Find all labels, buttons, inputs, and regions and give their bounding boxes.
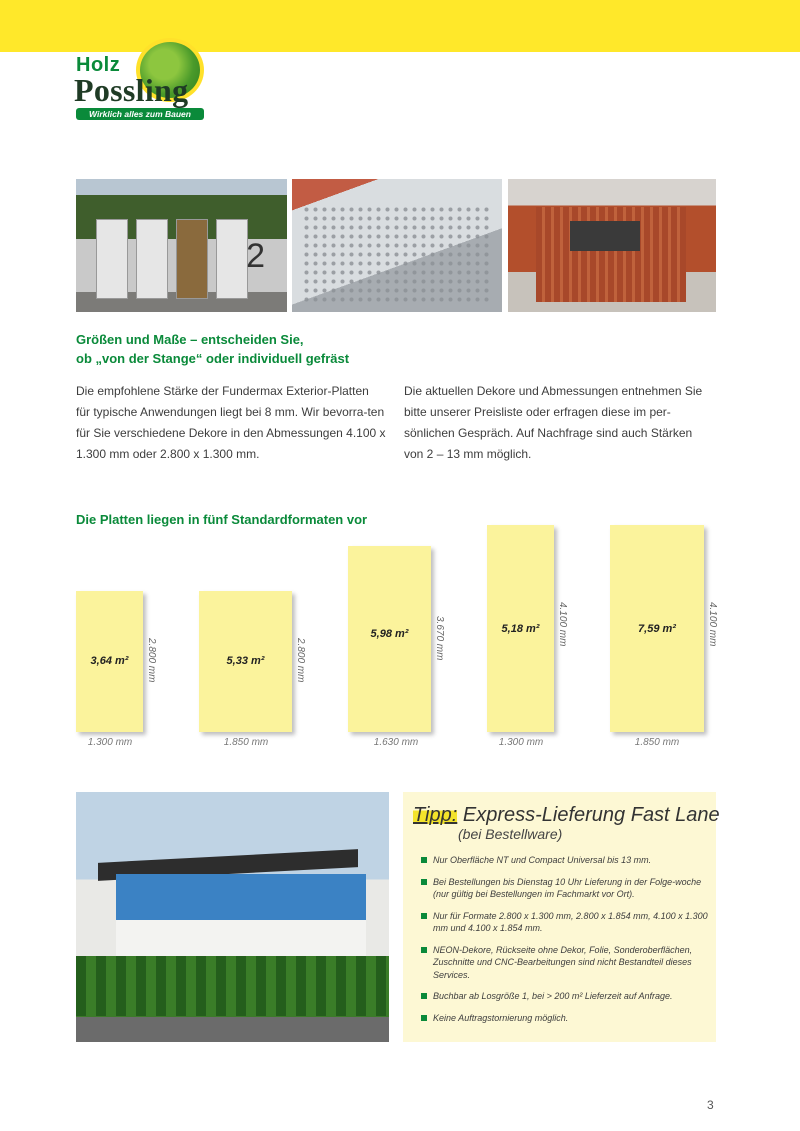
format-panel — [610, 525, 704, 732]
tip-title — [413, 804, 720, 827]
heading-line: Größen und Maße – entscheiden Sie, — [76, 332, 304, 347]
list-item-text: Nur Oberfläche NT und Compact Universal bis 13 mm. — [433, 855, 652, 865]
logo-brand-top: Holz — [76, 54, 121, 76]
photo-house — [76, 792, 389, 1042]
bullet-icon — [421, 913, 427, 919]
bullet-icon — [421, 857, 427, 863]
photo-bin-enclosure — [76, 179, 287, 312]
logo-brand-main: Possling — [74, 72, 189, 108]
format-height: 4.100 mm — [557, 602, 568, 647]
photo-panel — [96, 219, 128, 299]
format-height: 4.100 mm — [707, 602, 718, 647]
format-width: 1.300 mm — [87, 737, 133, 748]
tip-subtitle: (bei Bestellware) — [458, 826, 563, 842]
list-item — [421, 990, 711, 1003]
list-item — [421, 944, 711, 982]
format-panel — [487, 525, 554, 732]
list-item — [421, 854, 711, 867]
tip-list — [421, 854, 711, 1033]
format-width: 1.850 mm — [634, 737, 680, 748]
page-number: 3 — [707, 1098, 714, 1112]
photo-house-upper-floor — [116, 874, 366, 920]
list-item — [421, 1012, 711, 1025]
format-height: 3.670 mm — [434, 616, 445, 661]
photo-panel — [176, 219, 208, 299]
list-item-text: Buchbar ab Losgröße 1, bei > 200 m² Lieferzeit auf Anfrage. — [433, 991, 673, 1001]
bullet-icon — [421, 1015, 427, 1021]
photo-kiosk-window — [570, 221, 640, 251]
section-heading — [76, 330, 349, 368]
format-width: 1.300 mm — [498, 737, 544, 748]
bullet-icon — [421, 947, 427, 953]
format-width: 1.850 mm — [223, 737, 269, 748]
photo-hedge — [76, 956, 389, 1016]
photo-panel — [136, 219, 168, 299]
tip-label: Tipp: — [413, 804, 458, 826]
list-item-text: Nur für Formate 2.800 x 1.300 mm, 2.800 x 1.854 mm, 4.100 x 1.300 mm und 4.100 x 1.854 mm. — [433, 910, 708, 933]
format-area: 5,98 m² — [370, 628, 409, 640]
photo-kiosk — [508, 179, 716, 312]
photo-perforated-railing — [292, 179, 502, 312]
photo-panel — [216, 219, 248, 299]
list-item-text: Keine Auftragstornierung möglich. — [433, 1012, 569, 1023]
format-width: 1.630 mm — [373, 737, 419, 748]
formats-heading: Die Platten liegen in fünf Standardformaten vor — [76, 512, 368, 527]
logo — [74, 34, 206, 122]
bullet-icon — [421, 993, 427, 999]
format-area: 5,18 m² — [501, 623, 540, 635]
tip-title-text: Express-Lieferung Fast Lane — [462, 804, 720, 826]
format-panel — [199, 591, 292, 732]
list-item — [421, 876, 711, 901]
format-area: 3,64 m² — [90, 655, 129, 667]
photo-house-number: 2 — [246, 237, 265, 275]
list-item-text: NEON-Dekore, Rückseite ohne Dekor, Folie, Sonderoberflächen, Zuschnitte und CNC-Bearbeitungen sind nicht Bestandteil dieses Services. — [433, 944, 693, 980]
format-panel — [348, 546, 431, 732]
format-height: 2.800 mm — [295, 638, 306, 683]
list-item-text: Bei Bestellungen bis Dienstag 10 Uhr Lieferung in der Folge-woche (nur gültig bei Bestellungen im Fachmarkt vor Ort). — [433, 876, 702, 899]
format-height: 2.800 mm — [146, 638, 157, 683]
bullet-icon — [421, 879, 427, 885]
body-text-left: Die empfohlene Stärke der Fundermax Exterior-Platten für typische Anwendungen liegt bei 8 mm. Wir bevorra-ten für Sie verschiedene Dekore in den Abmessungen 4.100 x 1.300 mm oder 2.800 x 1.300 mm. — [76, 384, 386, 461]
tip-box — [403, 792, 720, 1042]
photo-perforation — [302, 205, 492, 303]
format-area: 7,59 m² — [638, 623, 676, 635]
format-panel — [76, 591, 143, 732]
body-text-right: Die aktuellen Dekore und Abmessungen entnehmen Sie bitte unserer Preisliste oder erfragen diese im per-sönlichen Gespräch. Auf Nachfrage sind auch Stärken von 2 – 13 mm möglich. — [404, 384, 703, 461]
logo-tagline: Wirklich alles zum Bauen — [76, 108, 204, 120]
list-item — [421, 910, 711, 935]
format-area: 5,33 m² — [226, 655, 265, 667]
heading-line: ob „von der Stange“ oder individuell gefräst — [76, 351, 350, 366]
